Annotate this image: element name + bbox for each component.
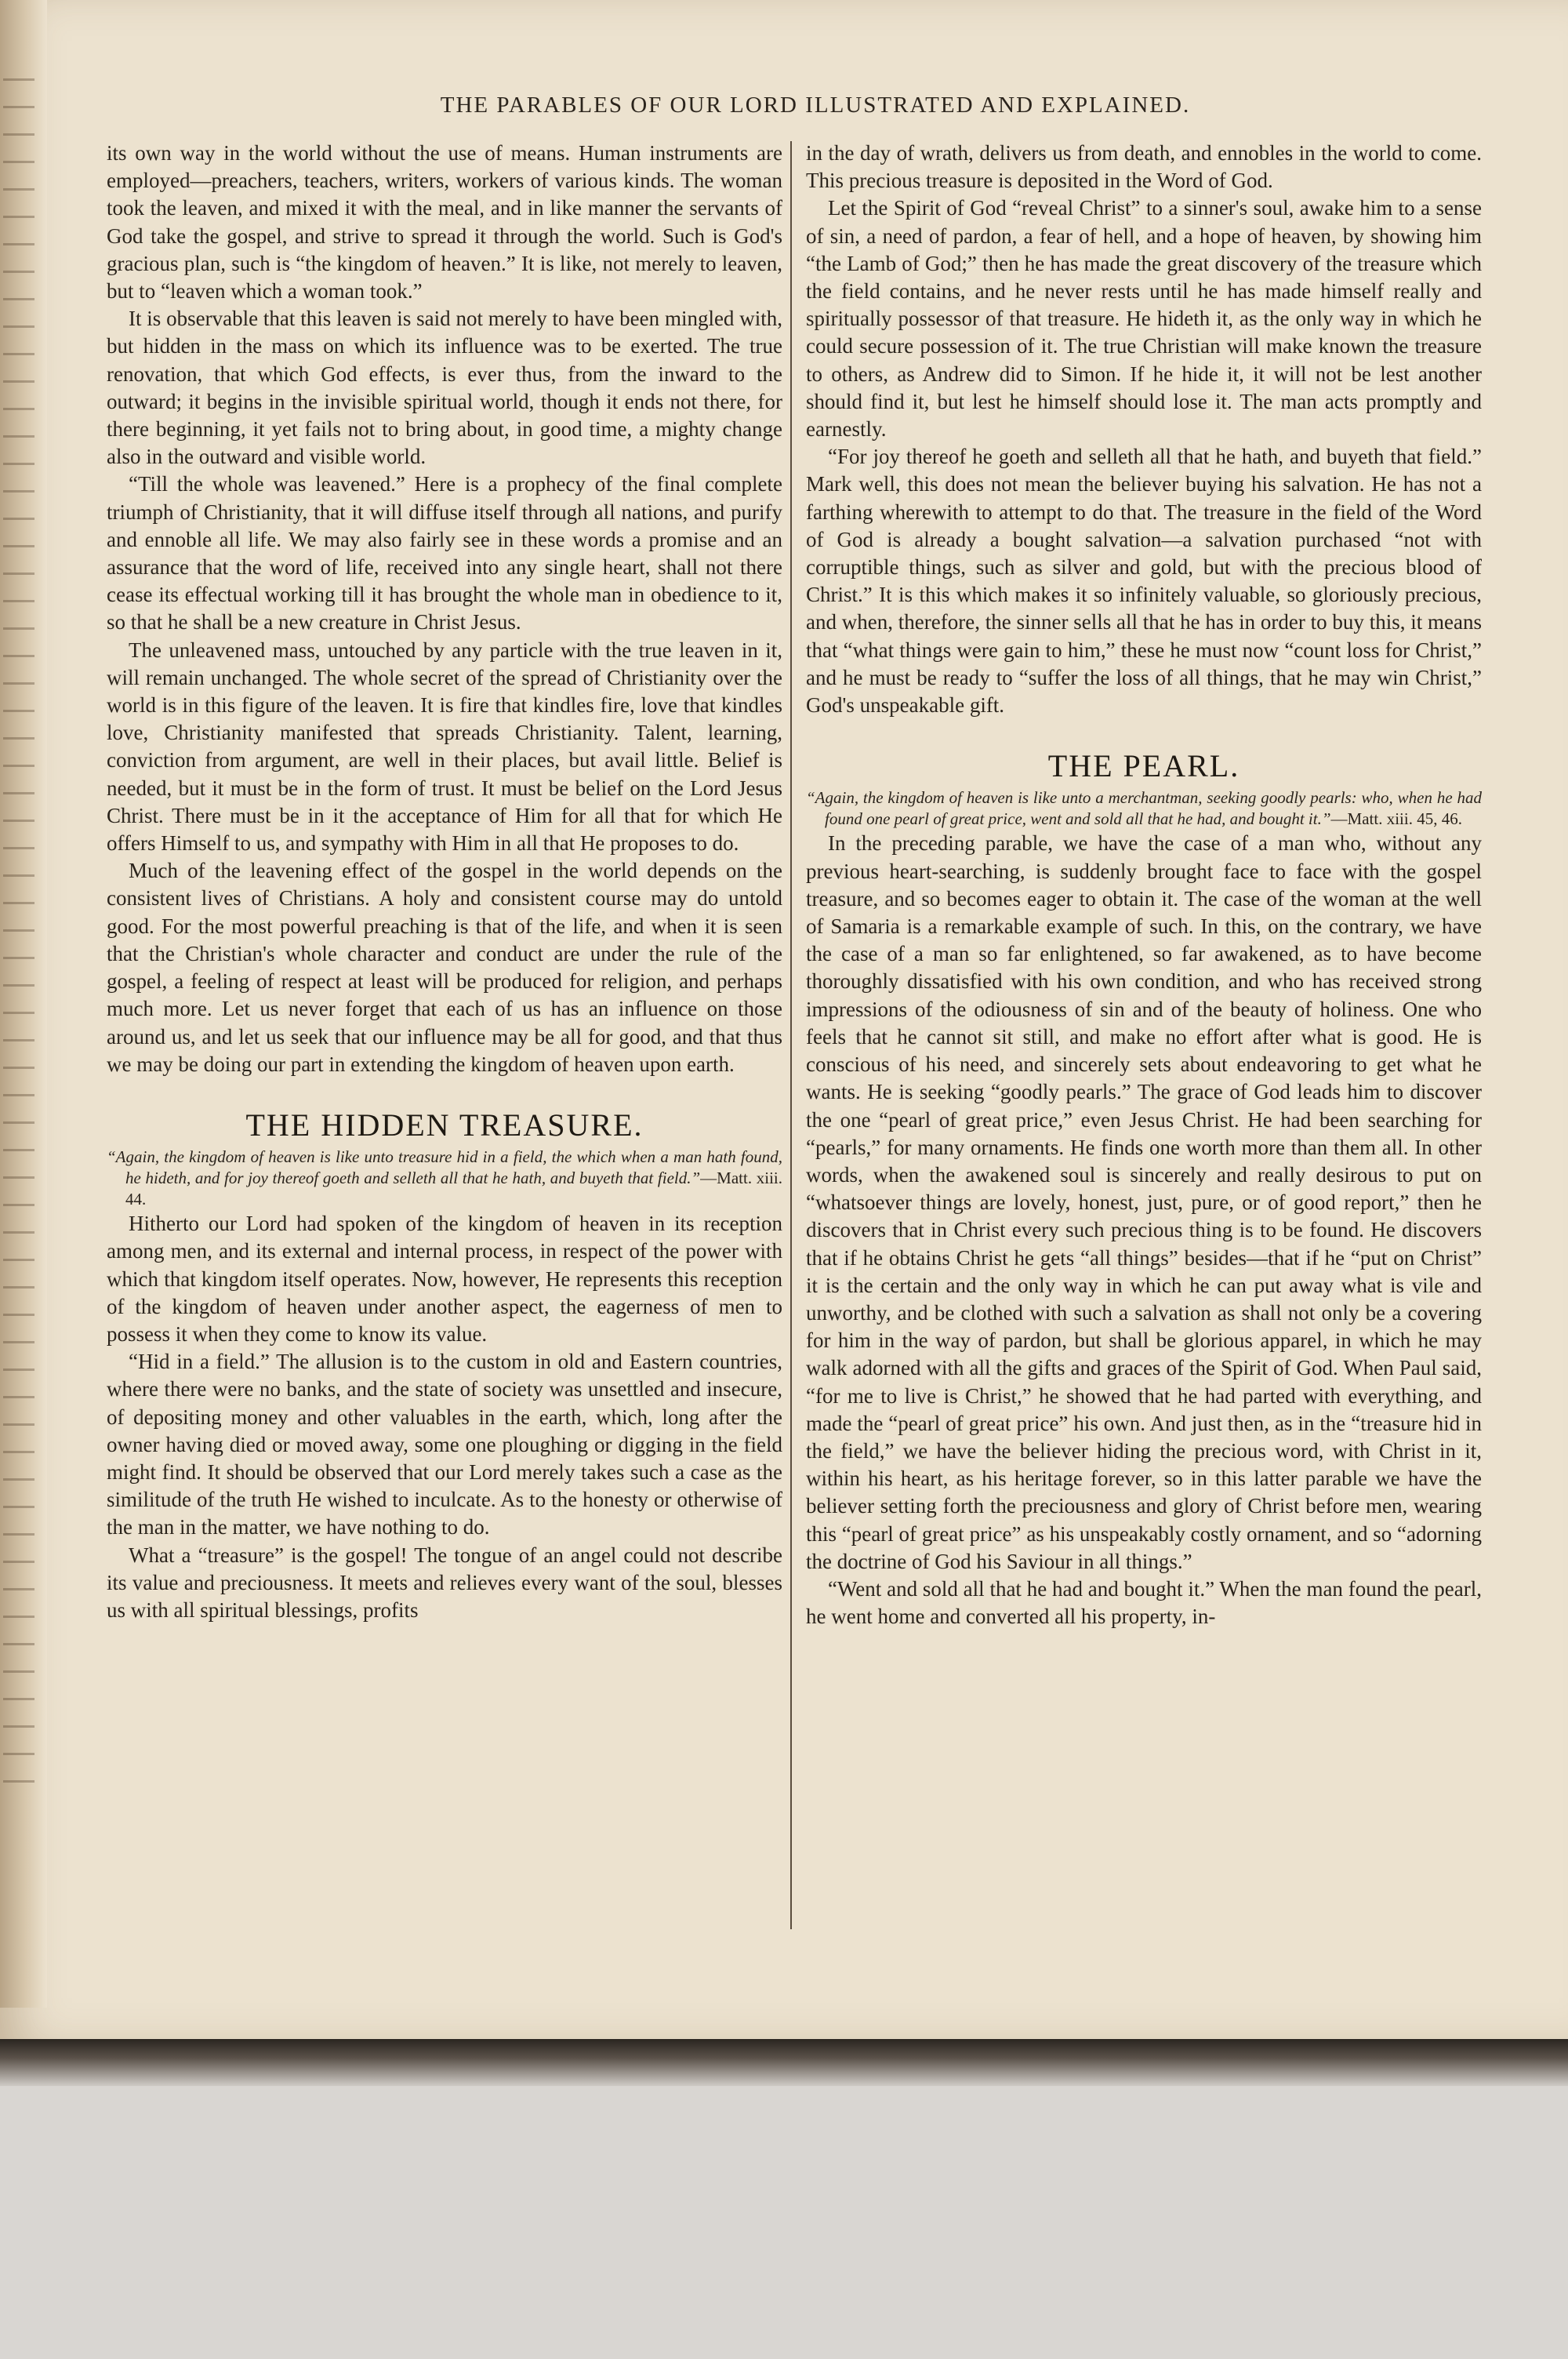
- paragraph: Hitherto our Lord had spoken of the kingdom of heaven in its reception among men, and its external and internal process, in respect of the power with which that kingdom itself operates. Now, however, He represents this reception of the kingdom of heaven under another aspect, the eagerness of men to possess it when they come to know its value.: [107, 1212, 782, 1346]
- paragraph: “For joy thereof he goeth and selleth all that he hath, and buyeth that field.” Mark well, this does not mean the believer buying his salvation. He has not a farthing wherewith to attempt to do that. The treasure in the field of the Word of God is already a bought salvation—a salvation purchased “not with corruptible things, such as silver and gold, but with the precious blood of Christ.” It is this which makes it so infinitely valuable, so gloriously precious, and when, therefore, the sinner sells all that he has in order to buy this, it means that “what things were gain to him,” these he must now “count loss for Christ,” and he must be ready to “suffer the loss of all things, that he may win Christ,” God's unspeakable gift.: [806, 445, 1482, 718]
- right-column: [806, 140, 1482, 1630]
- paragraph: its own way in the world without the use of means. Human instruments are employed—preachers, teachers, writers, workers of various kinds. The woman took the leaven, and mixed it with the meal, and in like manner the servants of God take the gospel, and strive to spread it through the world. Such is God's gracious plan, such is “the kingdom of heaven.” It is like, not merely to leaven, but to “leaven which a woman took.”: [107, 141, 782, 304]
- paragraph: What a “treasure” is the gospel! The tongue of an angel could not describe its value and preciousness. It meets and relieves every want of the soul, blesses us with all spiritual blessings, profits: [107, 1543, 782, 1622]
- column-divider: [790, 141, 792, 1929]
- paragraph: in the day of wrath, delivers us from death, and ennobles in the world to come. This precious treasure is deposited in the Word of God.: [806, 141, 1482, 193]
- paragraph: In the preceding parable, we have the case of a man who, without any previous heart-searching, is suddenly brought face to face with the gospel treasure, and so becomes eager to obtain it. The case of the woman at the well of Samaria is a remarkable example of such. In this, on the contrary, we have the case of a man so far enlightened, so far awakened, as to have become thoroughly dissatisfied with his own condition, and who has received strong impressions of the odiousness of sin and of the beauty of holiness. One who feels that he cannot sit still, and make no effort after what is good. He is conscious of his need, and sincerely sets about endeavoring to get what he wants. He is seeking “goodly pearls.” The grace of God leads him to discover the one “pearl of great price,” even Jesus Christ. He had been searching for “pearls,” for many ornaments. He finds one worth more than them all. In other words, when the awakened soul is sincerely and really desirous to put on “whatsoever things are lovely, honest, just, pure, or of good report,” then he discovers that in Christ every such precious thing is to be found. He discovers that if he obtains Christ he gets “all things” besides—that if he “put on Christ” it is the certain and the only way in which he can put away what is vile and unworthy, and be clothed with such a salvation as shall not only be a covering for him in the way of pardon, but shall be glorious apparel, in which he may walk adorned with all the gifts and graces of the Spirit of God. When Paul said, “for me to live is Christ,” he showed that he had parted with everything, and made the “pearl of great price” his own. And just then, as in the “treasure hid in the field,” we have the believer hiding the precious word, with Christ in it, within his heart, as his heritage forever, so in this latter parable we have the believer setting forth the preciousness and glory of Christ before men, wearing this “pearl of great price” as his unspeakably costly ornament, and so “adorning the doctrine of God his Saviour in all things.”: [806, 831, 1482, 1573]
- section-title-hidden-treasure: THE HIDDEN TREASURE.: [245, 1107, 644, 1143]
- facing-page-text-edge: [3, 78, 34, 1804]
- paragraph: It is observable that this leaven is said not merely to have been mingled with, but hidden in the mass on which its influence was to be exerted. The true renovation, that which God effects, is ever thus, from the inward to the outward; it begins in the invisible spiritual world, though it ends not there, for there beginning, it yet fails not to bring about, in good time, a mighty change also in the outward and visible world.: [107, 307, 782, 469]
- paragraph: “Went and sold all that he had and bought it.” When the man found the pearl, he went home and converted all his property, in-: [806, 1576, 1482, 1629]
- paragraph: The unleavened mass, untouched by any particle with the true leaven in it, will remain unchanged. The whole secret of the spread of Christianity over the world is in this figure of the leaven. It is fire that kindles fire, love that kindles love, Christianity manifested that spreads Christianity. Talent, learning, conviction from argument, are well in their places, but avail little. Belief is needed, but it must be in the form of trust. It must be belief on the Lord Jesus Christ. There must be in it the acceptance of Him for all that for which He offers Himself to us, and sympathy with Him in all that He proposes to do.: [107, 638, 782, 856]
- epigraph-reference: —Matt. xiii. 44.: [125, 1169, 783, 1209]
- page-bottom-edge-shadow: [0, 2039, 1568, 2086]
- left-column: [107, 140, 782, 1624]
- paragraph: “Hid in a field.” The allusion is to the custom in old and Eastern countries, where there were no banks, and the state of society was unsettled and insecure, of depositing money and other valuables in the earth, which, long after the owner having died or moved away, some one ploughing or digging in the field might find. It should be observed that our Lord merely takes such a case as the similitude of the truth He wished to inculcate. As to the honesty or otherwise of the man in the matter, we have nothing to do.: [107, 1350, 782, 1539]
- binding-gutter: [0, 0, 47, 2008]
- paragraph: Let the Spirit of God “reveal Christ” to a sinner's soul, awake him to a sense of sin, a need of pardon, a fear of hell, and a hope of heaven, by showing him “the Lamb of God;” then he has made the great discovery of the treasure which the field contains, and he never rests until he has made himself really and spiritually possessor of that treasure. He hideth it, as the only way in which he could secure possession of it. The true Christian will make known the treasure to others, as Andrew did to Simon. If he hide it, it will not be lest another should find it, but lest he himself should lose it. The man acts promptly and earnestly.: [806, 196, 1482, 442]
- paragraph: Much of the leavening effect of the gospel in the world depends on the consistent lives of Christians. A holy and consistent course may do untold good. For the most powerful preaching is that of the life, and when it is seen that the Christian's whole character and conduct are under the rule of the gospel, a feeling of respect at least will be produced for religion, and perhaps much more. Let us never forget that each of us has an influence on those around us, and let us seek that our influence may be all for good, and that thus we may be doing our part in extending the kingdom of heaven upon earth.: [107, 859, 782, 1076]
- epigraph-text: “Again, the kingdom of heaven is like unto treasure hid in a field, the which when a man hath found, he hideth, and for joy thereof goeth and selleth all that he hath, and buyeth that field.”: [107, 1147, 782, 1188]
- running-header: THE PARABLES OF OUR LORD ILLUSTRATED AND EXPLAINED.: [440, 93, 1191, 118]
- epigraph: [806, 787, 1482, 830]
- paragraph: “Till the whole was leavened.” Here is a prophecy of the final complete triumph of Christianity, that it will diffuse itself through all nations, and purify and ennoble all life. We may also fairly see in these words a promise and an assurance that the word of life, received into any single heart, shall not there cease its effectual working till it has brought the whole man in obedience to it, so that he shall be a new creature in Christ Jesus.: [107, 472, 782, 634]
- section-title-pearl: THE PEARL.: [1047, 748, 1240, 784]
- epigraph-text: “Again, the kingdom of heaven is like unto a merchantman, seeking goodly pearls: who, when he had found one pearl of great price, went and sold all that he had, and bought it.”: [806, 788, 1482, 829]
- epigraph-reference: —Matt. xiii. 45, 46.: [1330, 809, 1462, 829]
- epigraph: [107, 1147, 782, 1210]
